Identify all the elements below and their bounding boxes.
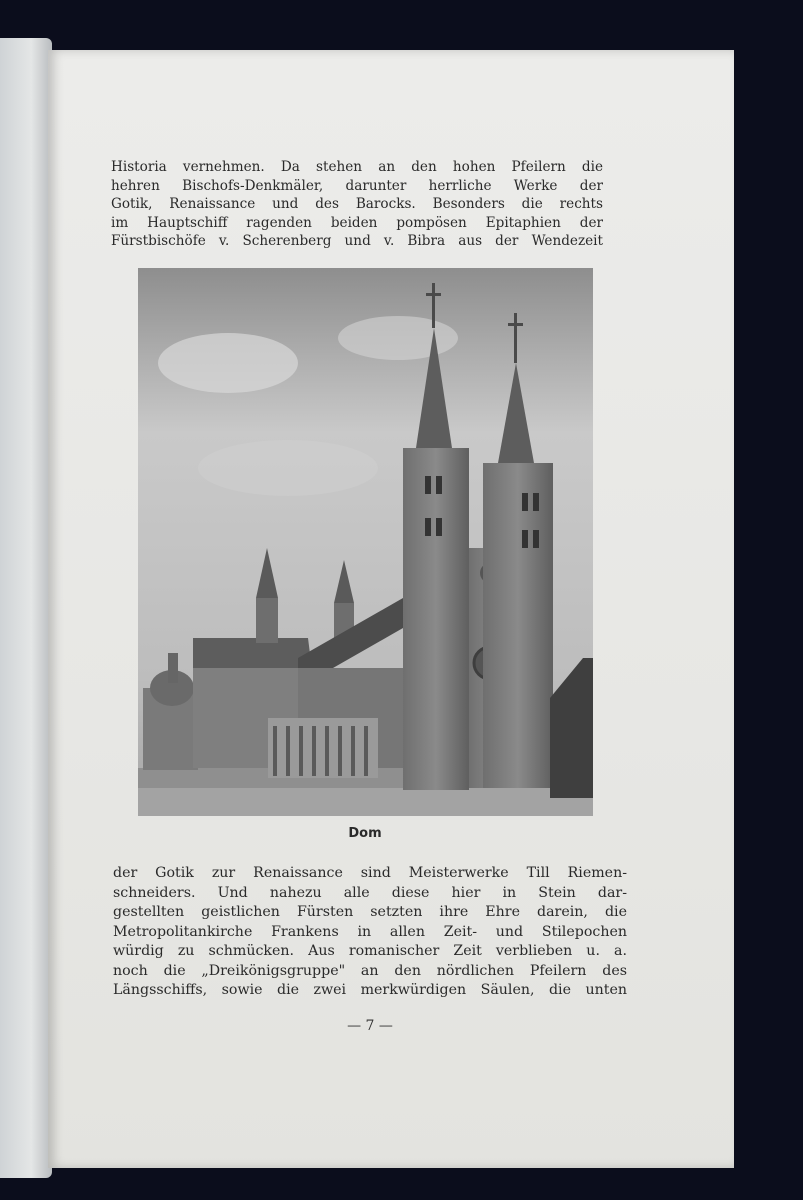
text-line: der Gotik zur Renaissance sind Meisterwerke Till Riemen-	[113, 865, 627, 881]
text-line: Fürstbischöfe v. Scherenberg und v. Bibra aus der Wendezeit	[111, 233, 603, 249]
photo-caption: Dom	[348, 826, 382, 841]
page-number: — 7 —	[347, 1018, 393, 1034]
text-line: Längsschiffs, sowie die zwei merkwürdigen Säulen, die unten	[113, 982, 627, 998]
text-line: im Hauptschiff ragenden beiden pompösen Epitaphien der	[111, 214, 603, 231]
text-line: gestellten geistlichen Fürsten setzten ihre Ehre darein, die	[113, 904, 627, 920]
text-line: würdig zu schmücken. Aus romanischer Zeit verblieben u. a.	[113, 943, 627, 959]
paragraph-top	[111, 158, 603, 251]
cathedral-photo	[138, 268, 593, 816]
text-line: schneiders. Und nahezu alle diese hier in Stein dar-	[113, 884, 627, 901]
text-line: hehren Bischofs-Denkmäler, darunter herrliche Werke der	[111, 177, 603, 194]
text-line: Historia vernehmen. Da stehen an den hohen Pfeilern die	[111, 159, 603, 175]
text-line: Metropolitankirche Frankens in allen Zeit- und Stilepochen	[113, 923, 627, 940]
text-line: noch die „Dreikönigsgruppe" an den nördlichen Pfeilern des	[113, 962, 627, 979]
left-page-edge	[0, 38, 52, 1178]
text-line: Gotik, Renaissance und des Barocks. Besonders die rechts	[111, 196, 603, 212]
paragraph-bottom	[113, 864, 627, 1001]
